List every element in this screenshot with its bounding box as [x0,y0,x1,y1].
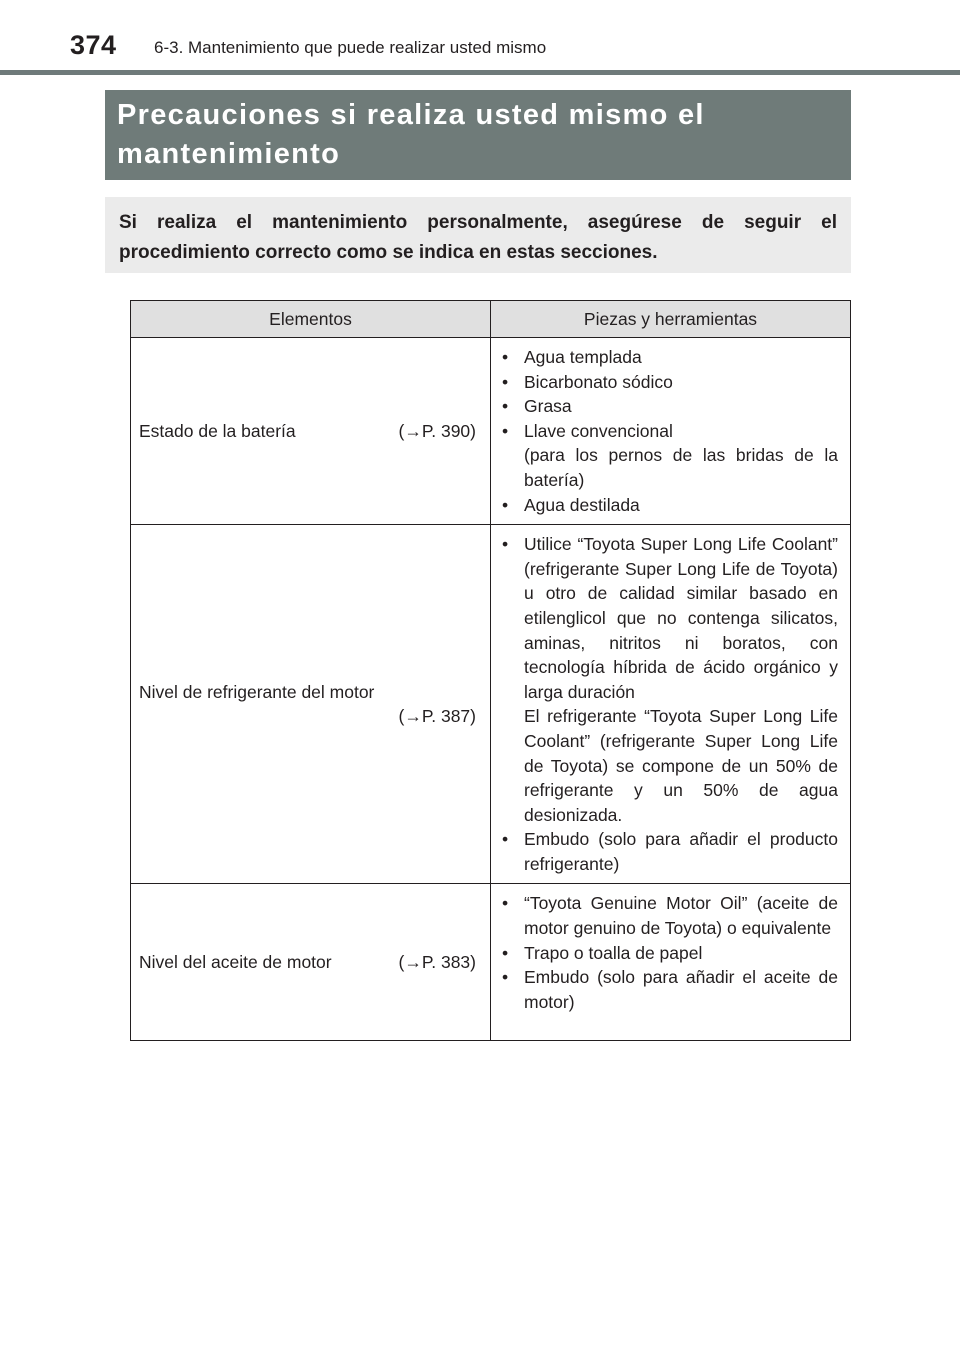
tools-cell [491,884,851,1041]
tools-list [499,345,838,517]
element-cell [131,338,491,525]
column-header-elements: Elementos [131,301,491,338]
element-cell [131,525,491,884]
element-cell [131,884,491,1041]
page-header [0,0,960,76]
list-item: • “Toyota Genuine Motor Oil” (aceite de motor genuino de Toyota) o equivalente [499,891,838,940]
column-header-tools: Piezas y herramientas [491,301,851,338]
section-breadcrumb: 6-3. Mantenimiento que puede realizar usted mismo [154,38,547,57]
list-item: • Agua templada [499,345,838,370]
element-name: Nivel del aceite de motor [139,952,332,973]
tools-cell [491,338,851,525]
page-number: 374 [70,30,117,60]
list-item: • Embudo (solo para añadir el aceite de motor) [499,965,838,1014]
table-row [131,525,851,884]
intro-box [105,197,851,273]
section-title-line-2: mantenimiento [117,138,341,170]
tools-list [499,532,838,876]
page-reference: (→P. 390) [398,420,476,441]
list-item: • Bicarbonato sódico [499,370,838,395]
element-name: Estado de la batería [139,420,296,441]
list-item: • Utilice “Toyota Super Long Life Coolant” (refrigerante Super Long Life de Toyota) u otro de calidad similar basado en etilenglicol que no contenga silicatos, aminas, nitritos ni boratos, con tecnología híbrida de ácido orgánico y larga duración El refrigerante “Toyota Super Long Life Coolant” (refrigerante Super Long Life de Toyota) se compone de un 50% de refrigerante y un 50% de agua desionizada. [499,532,838,827]
header-divider [0,70,960,75]
table-row [131,338,851,525]
section-title-line-1: Precauciones si realiza usted mismo el [117,99,705,131]
table-row [131,884,851,1041]
tools-cell [491,525,851,884]
list-item: • Agua destilada [499,493,838,518]
element-name: Nivel de refrigerante del motor [139,681,375,702]
page-reference: (→P. 387) [398,706,476,727]
list-item-note: (para los pernos de las bridas de la batería) [524,445,838,490]
page-reference: (→P. 383) [398,952,476,973]
table-header-row [131,301,851,338]
maintenance-items-table [130,300,851,1041]
list-item: • Llave convencional (para los pernos de las bridas de la batería) [499,419,838,493]
list-item: • Trapo o toalla de papel [499,941,838,966]
list-item: • Embudo (solo para añadir el producto refrigerante) [499,827,838,876]
list-item: • Grasa [499,394,838,419]
section-title-banner [105,90,851,180]
list-item-note: El refrigerante “Toyota Super Long Life Coolant” (refrigerante Super Long Life de Toyota) se compone de un 50% de refrigerante y un 50% de agua desionizada. [524,706,838,825]
intro-text: Si realiza el mantenimiento personalmente, asegúrese de seguir el procedimiento correcto como se indica en estas secciones. [119,212,837,263]
tools-list [499,891,838,1014]
